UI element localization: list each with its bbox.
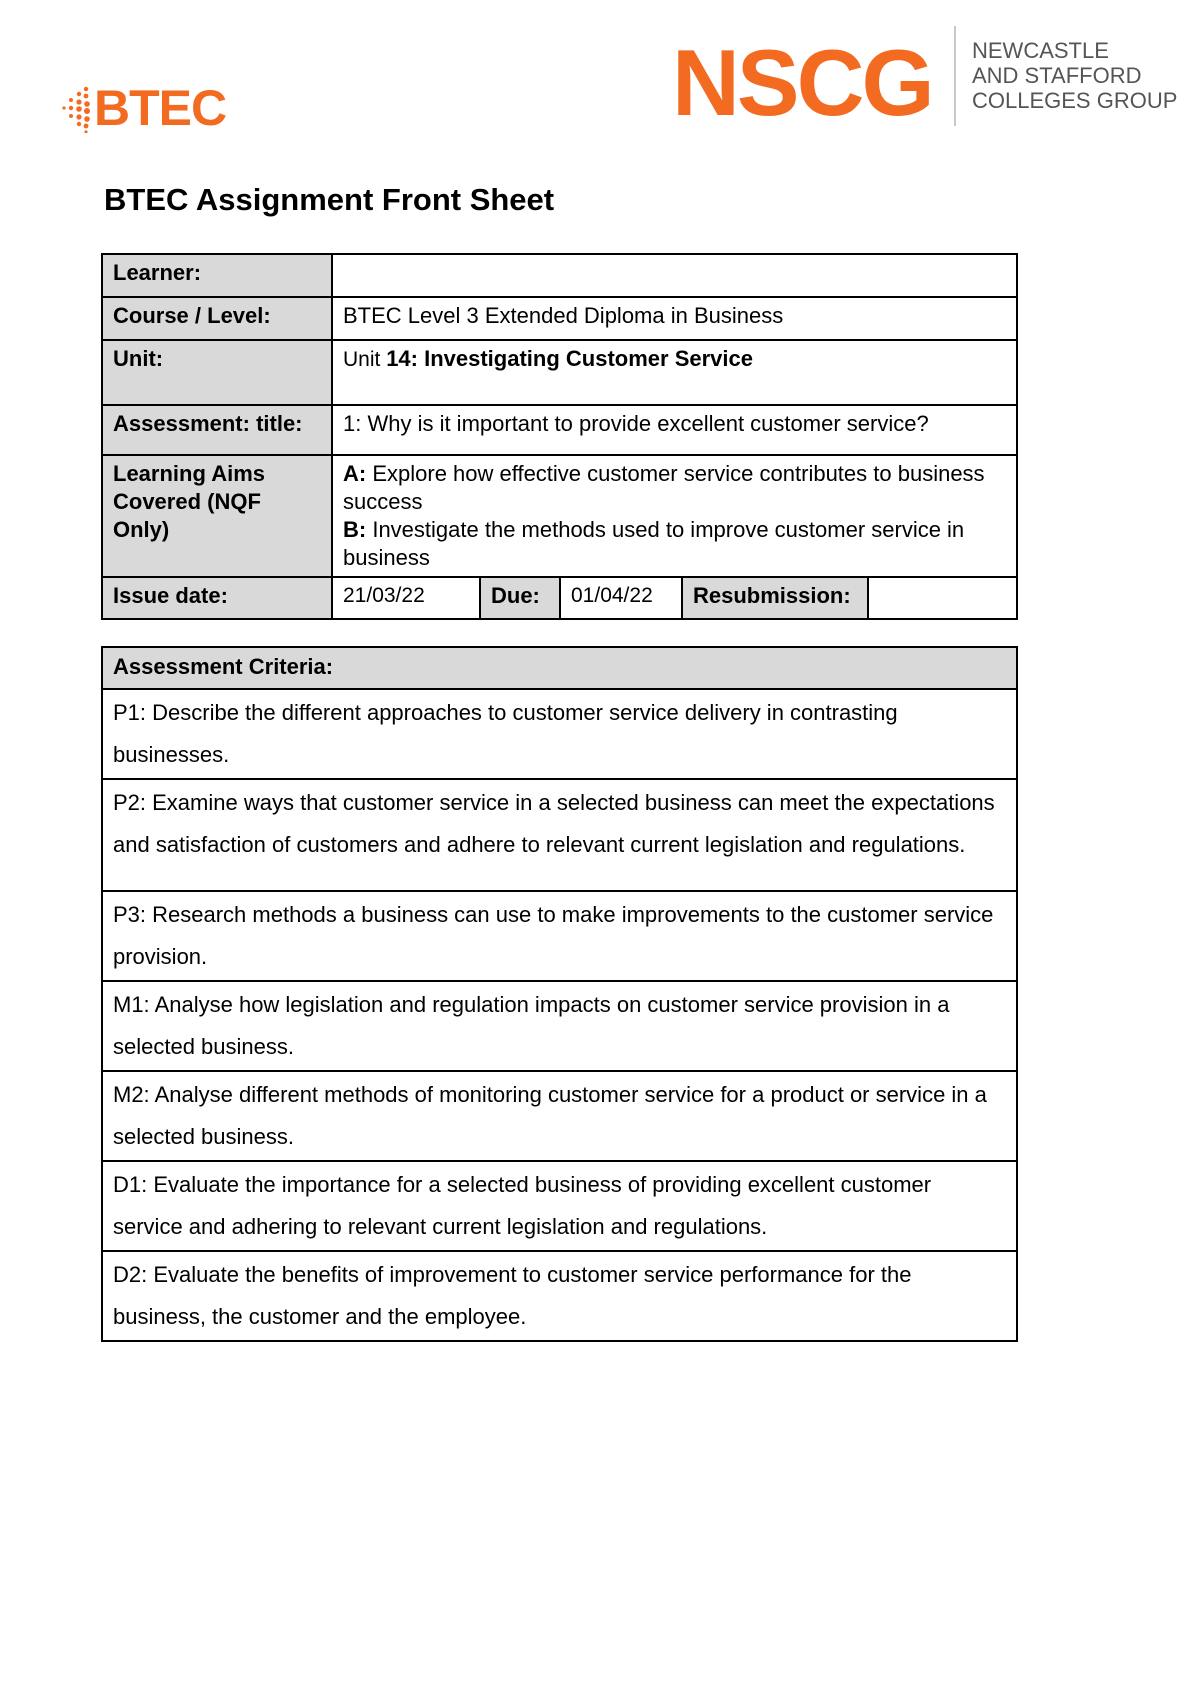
criterion-m1: M1: Analyse how legislation and regulation impacts on customer service provision in a selected business. <box>102 981 1017 1071</box>
criteria-row <box>102 981 1017 1071</box>
learning-aims-label: Learning Aims Covered (NQF Only) <box>102 455 332 577</box>
issue-date-value: 21/03/22 <box>332 577 480 619</box>
btec-wordmark: BTEC <box>94 80 227 136</box>
aim-b-text: Investigate the methods used to improve customer service in business <box>343 517 965 570</box>
due-date-value: 01/04/22 <box>560 577 682 619</box>
unit-prefix: Unit <box>343 348 387 371</box>
nscg-wordmark: NSCG <box>672 30 932 135</box>
issue-date-label: Issue date: <box>102 577 332 619</box>
unit-row <box>102 340 1017 405</box>
learner-row <box>102 254 1017 297</box>
criterion-p1: P1: Describe the different approaches to customer service delivery in contrasting businesses. <box>102 689 1017 779</box>
learner-value <box>332 254 1017 297</box>
criterion-p2: P2: Examine ways that customer service in a selected business can meet the expectations and satisfaction of customers and adhere to relevant current legislation and regulations. <box>102 779 1017 891</box>
due-date-label: Due: <box>480 577 560 619</box>
criterion-m2: M2: Analyse different methods of monitoring customer service for a product or service in a selected business. <box>102 1071 1017 1161</box>
nscg-logo <box>672 26 1187 135</box>
assessment-row <box>102 405 1017 455</box>
course-value: BTEC Level 3 Extended Diploma in Business <box>332 297 1017 340</box>
aim-b-key: B: <box>343 517 367 542</box>
learner-label: Learner: <box>102 254 332 297</box>
criteria-header: Assessment Criteria: <box>102 647 1017 689</box>
nscg-name-line: COLLEGES GROUP <box>972 88 1178 113</box>
criteria-row <box>102 1251 1017 1341</box>
assessment-title-value: 1: Why is it important to provide excellent customer service? <box>332 405 1017 455</box>
nscg-name-line: NEWCASTLE <box>972 38 1109 63</box>
page-title: BTEC Assignment Front Sheet <box>104 182 555 217</box>
aim-a-key: A: <box>343 461 367 486</box>
course-label: Course / Level: <box>102 297 332 340</box>
criteria-row <box>102 1161 1017 1251</box>
assessment-criteria-table <box>101 646 1018 1342</box>
resubmission-label: Resubmission: <box>682 577 868 619</box>
unit-title: 14: Investigating Customer Service <box>386 346 753 371</box>
criteria-row <box>102 779 1017 891</box>
learning-aims-value <box>332 455 1017 577</box>
btec-logo <box>60 78 226 138</box>
unit-label: Unit: <box>102 340 332 405</box>
criterion-d2: D2: Evaluate the benefits of improvement to customer service performance for the business, the customer and the employee. <box>102 1251 1017 1341</box>
nscg-name-line: AND STAFFORD <box>972 63 1142 88</box>
resubmission-value <box>868 577 1017 619</box>
criteria-header-row <box>102 647 1017 689</box>
aim-a-text: Explore how effective customer service contributes to business success <box>343 461 985 514</box>
learning-aims-row <box>102 455 1017 577</box>
dates-row <box>102 577 1017 619</box>
btec-dots-icon <box>60 83 94 133</box>
course-row <box>102 297 1017 340</box>
nscg-logo-divider <box>954 26 956 126</box>
assignment-info-table <box>101 253 1018 620</box>
unit-value <box>332 340 1017 405</box>
criterion-d1: D1: Evaluate the importance for a selected business of providing excellent customer service and adhering to relevant current legislation and regulations. <box>102 1161 1017 1251</box>
aim-b <box>343 516 1006 572</box>
nscg-college-name <box>972 38 1177 113</box>
criteria-row <box>102 1071 1017 1161</box>
assessment-title-label: Assessment: title: <box>102 405 332 455</box>
criterion-p3: P3: Research methods a business can use to make improvements to the customer service provision. <box>102 891 1017 981</box>
criteria-row <box>102 689 1017 779</box>
criteria-row <box>102 891 1017 981</box>
aim-a <box>343 460 1006 516</box>
